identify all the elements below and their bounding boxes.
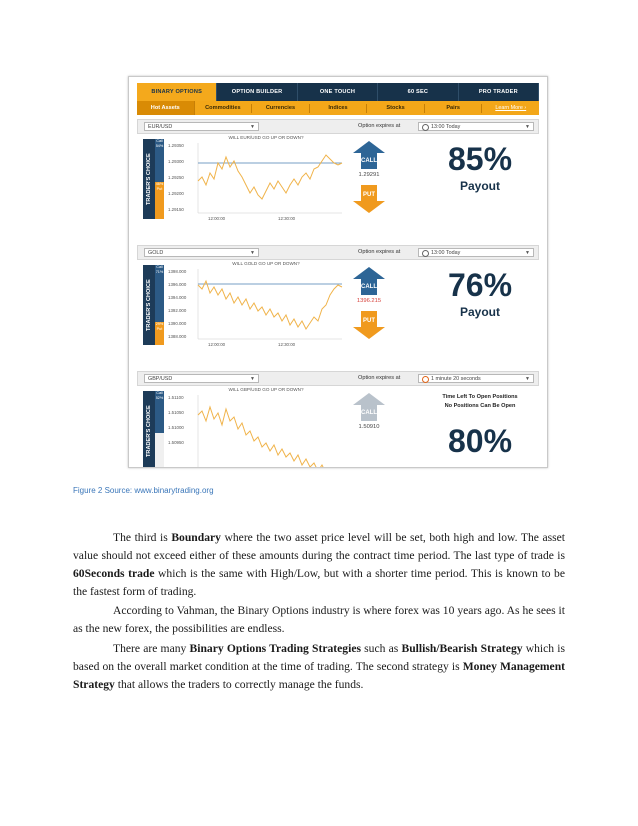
selector-bar (137, 371, 539, 386)
paragraph-boundary: The third is Boundary where the two asset price level will be set, both high and low. The asset value should not exceed either of these amounts during the contract time period. The last type of trade is 60Seconds trade which is the same with High/Low, but with a shorter time period. This is known to be the fastest form of trading. (73, 531, 565, 598)
asset-select[interactable]: EUR/USD ▼ (144, 122, 259, 131)
current-price: 1396.215 (356, 298, 382, 304)
chevron-down-icon: ▼ (525, 124, 530, 130)
asset-subnav (137, 101, 539, 115)
x-tick: 12:00:00 (208, 216, 226, 221)
call-sentiment: Call 52% (155, 391, 164, 433)
y-tick: 1.51050 (168, 410, 184, 415)
put-button[interactable] (353, 311, 385, 339)
asset-select[interactable]: GOLD ▼ (144, 248, 259, 257)
payout-label: Payout (459, 179, 500, 193)
expiry-select[interactable]: 13:00 Today ▼ (418, 122, 534, 131)
tab-60-sec[interactable]: 60 SEC (378, 83, 458, 101)
term-60seconds: 60Seconds trade (73, 567, 155, 580)
put-sentiment: 29% Put (155, 322, 164, 345)
y-tick: 1.29300 (168, 159, 184, 164)
term-boundary: Boundary (171, 531, 221, 544)
x-tick: 12:30:00 (278, 342, 296, 347)
asset-panel-gbpusd (137, 371, 539, 467)
chart-title: WILL GOLD GO UP OR DOWN? (232, 261, 300, 266)
option-expires-label: Option expires at (358, 375, 401, 381)
x-tick: 12:00:00 (208, 342, 226, 347)
term-strategies: Binary Options Trading Strategies (189, 642, 361, 655)
chart-title: WILL EUR/USD GO UP OR DOWN? (228, 135, 304, 140)
clock-icon (422, 250, 429, 257)
sentiment-meter (155, 265, 164, 345)
sentiment-meter (155, 391, 164, 468)
y-tick: 1.29150 (168, 207, 184, 212)
paragraph-vahman: According to Vahman, the Binary Options industry is where forex was 10 years ago. As he sees it as the new forex, the possibilities are endless. (73, 604, 565, 635)
tab-option-builder[interactable]: OPTION BUILDER (217, 83, 297, 101)
clock-icon (422, 124, 429, 131)
expiry-select[interactable]: 13:00 Today ▼ (418, 248, 534, 257)
price-line (198, 281, 342, 329)
svg-text:PUT: PUT (363, 192, 375, 198)
y-tick: 1392.000 (168, 308, 187, 313)
payout-percent: 80% (447, 423, 513, 459)
call-button[interactable] (353, 267, 385, 295)
figure-caption: Figure 2 Source: www.binarytrading.org (73, 486, 214, 495)
traders-choice-label: TRADER'S CHOICE (143, 265, 155, 345)
call-button[interactable] (353, 141, 385, 169)
chevron-down-icon: ▼ (525, 250, 530, 256)
put-sentiment: 46% Put (155, 182, 164, 219)
y-tick: 1388.000 (168, 334, 187, 339)
call-sentiment: Call 54% (155, 139, 164, 182)
subnav-indices[interactable]: Indices (310, 104, 368, 113)
call-button[interactable] (353, 393, 385, 421)
svg-text:CALL: CALL (361, 410, 377, 416)
subnav-commodities[interactable]: Commodities (195, 104, 253, 113)
y-tick: 1.29250 (168, 175, 184, 180)
term-money-management: Money Management Strategy (73, 660, 565, 691)
notice-line: No Positions Can Be Open (444, 403, 516, 409)
term-bullish-bearish: Bullish/Bearish Strategy (401, 642, 523, 655)
option-expires-label: Option expires at (358, 123, 401, 129)
payout-label: Payout (459, 305, 500, 319)
y-tick: 1.29200 (168, 191, 184, 196)
chart-title: WILL GBP/USD GO UP OR DOWN? (228, 387, 304, 392)
y-tick: 1.50950 (168, 440, 184, 445)
asset-panel-gold (137, 245, 539, 363)
learn-more-link[interactable]: Learn More › (495, 104, 527, 111)
y-tick: 1.51000 (168, 425, 184, 430)
tab-binary-options[interactable]: BINARY OPTIONS (137, 83, 217, 101)
y-tick: 1398.000 (168, 269, 187, 274)
asset-panel-eurusd (137, 119, 539, 237)
current-price: 1.50910 (358, 424, 380, 430)
subnav-currencies[interactable]: Currencies (252, 104, 310, 113)
subnav-hot-assets[interactable]: Hot Assets (137, 101, 195, 115)
y-tick: 1.51100 (168, 395, 184, 400)
option-expires-label: Option expires at (358, 249, 401, 255)
price-chart (166, 385, 344, 468)
put-button[interactable] (353, 185, 385, 213)
current-price: 1.29291 (358, 172, 380, 178)
y-tick: 1390.000 (168, 321, 187, 326)
traders-choice-label: TRADER'S CHOICE (143, 139, 155, 219)
svg-text:CALL: CALL (361, 284, 377, 290)
traders-choice-label: TRADER'S CHOICE (143, 391, 155, 468)
svg-text:PUT: PUT (363, 318, 375, 324)
sentiment-meter (155, 139, 164, 219)
chevron-down-icon: ▼ (250, 250, 255, 256)
x-tick: 12:30:00 (278, 216, 296, 221)
y-tick: 1396.000 (168, 282, 187, 287)
selector-bar (137, 119, 539, 134)
paragraph-strategies: There are many Binary Options Trading Strategies such as Bullish/Bearish Strategy which is based on the overall market condition at the time of trading. The second strategy is Money Management Strategy that allows the traders to correctly manage the funds. (73, 642, 565, 691)
svg-text:CALL: CALL (361, 158, 377, 164)
price-line (198, 155, 342, 199)
y-tick: 1.29350 (168, 143, 184, 148)
selector-bar (137, 245, 539, 260)
tab-one-touch[interactable]: ONE TOUCH (298, 83, 378, 101)
figure-screenshot (128, 76, 548, 468)
price-chart (166, 133, 344, 225)
subnav-stocks[interactable]: Stocks (367, 104, 425, 113)
expiry-select[interactable]: 1 minute 20 seconds ▼ (418, 374, 534, 383)
chevron-down-icon: ▼ (250, 124, 255, 130)
product-tabs (137, 83, 539, 101)
subnav-pairs[interactable]: Pairs (425, 104, 483, 113)
chevron-down-icon: ▼ (250, 376, 255, 382)
notice-line: Time Left To Open Positions (442, 394, 518, 400)
asset-select[interactable]: GBP/USD ▼ (144, 374, 259, 383)
call-sentiment: Call 71% (155, 265, 164, 322)
y-tick: 1394.000 (168, 295, 187, 300)
clock-icon (422, 376, 429, 383)
chevron-down-icon: ▼ (525, 376, 530, 382)
payout-percent: 76% (447, 267, 513, 303)
price-chart (166, 259, 344, 351)
tab-pro-trader[interactable]: PRO TRADER (459, 83, 539, 101)
time-left-notice (425, 393, 535, 411)
payout-percent: 85% (447, 141, 513, 177)
